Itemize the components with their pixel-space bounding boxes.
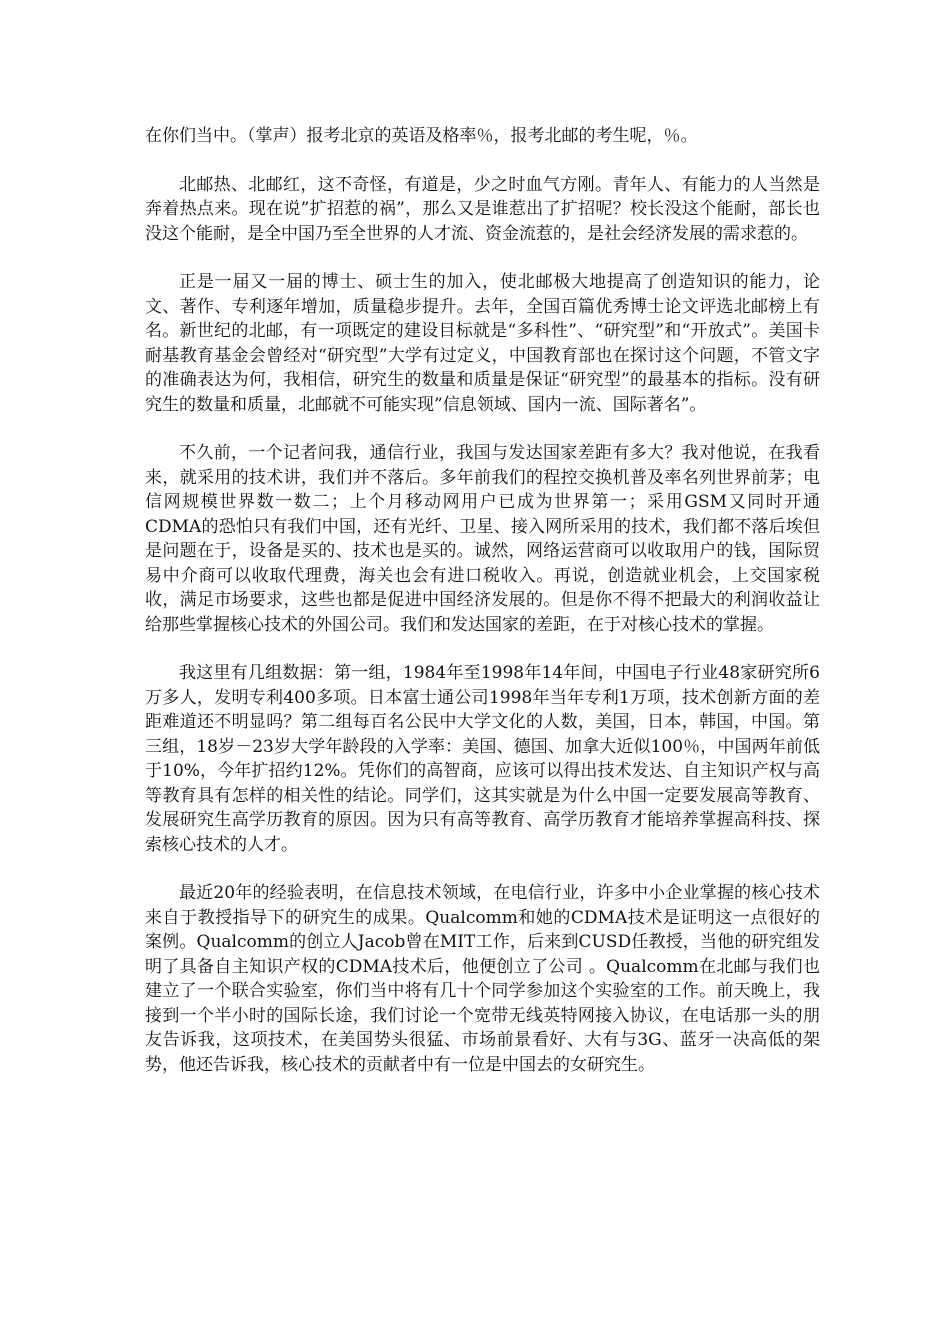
document-body <box>145 124 820 1101</box>
paragraph-2: 北邮热、北邮红，这不奇怪，有道是，少之时血气方刚。青年人、有能力的人当然是奔着热点来。现在说”扩招惹的祸”，那么又是谁惹出了扩招呢？校长没这个能耐，部长也没这个能耐，是全中国乃至全世界的人才流、资金流惹的，是社会经济发展的需求惹的。 <box>145 174 820 244</box>
paragraph-1: 在你们当中。（掌声）报考北京的英语及格率％，报考北邮的考生呢，％。 <box>145 126 698 146</box>
paragraph-5: 我这里有几组数据：第一组，1984年至1998年14年间，中国电子行业48家研究所6万多人，发明专利400多项。日本富士通公司1998年当年专利1万项，技术创新方面的差距难道还不明显吗？第二组每百名公民中大学文化的人数，美国，日本，韩国，中国。第三组，18岁－23岁大学年龄段的入学率：美国、德国、加拿大近似100％，中国两年前低于10%，今年扩招约12%。凭你们的高智商，应该可以得出技术发达、自主知识产权与高等教育具有怎样的相关性的结论。同学们，这其实就是为什么中国一定要发展高等教育、发展研究生高学历教育的原因。因为只有高等教育、高学历教育才能培养掌握高科技、探索核心技术的人才。 <box>145 663 820 855</box>
paragraph-6: 最近20年的经验表明，在信息技术领域，在电信行业，许多中小企业掌握的核心技术来自于教授指导下的研究生的成果。Qualcomm和她的CDMA技术是证明这一点很好的案例。Qualcomm的创立人Jacob曾在MIT工作，后来到CUSD任教授，当他的研究组发明了具备自主知识产权的CDMA技术后，他便创立了公司 。Qualcomm在北邮与我们也建立了一个联合实验室，你们当中将有几十个同学参加这个实验室的工作。前天晚上，我接到一个半小时的国际长途，我们讨论一个宽带无线英特网接入协议，在电话那一头的朋友告诉我，这项技术，在美国势头很猛、市场前景看好、大有与3G、蓝牙一决高低的架势，他还告诉我，核心技术的贡献者中有一位是中国去的女研究生。 <box>145 883 820 1075</box>
paragraph-4: 不久前，一个记者问我，通信行业，我国与发达国家差距有多大？我对他说，在我看来，就采用的技术讲，我们并不落后。多年前我们的程控交换机普及率名列世界前茅；电信网规模世界数一数二；上个月移动网用户已成为世界第一；采用GSM又同时开通CDMA的恐怕只有我们中国，还有光纤、卫星、接入网所采用的技术，我们都不落后埃但是问题在于，设备是买的、技术也是买的。诚然，网络运营商可以收取用户的钱，国际贸易中介商可以收取代理费，海关也会有进口税收入。再说，创造就业机会，上交国家税收，满足市场要求，这些也都是促进中国经济发展的。但是你不得不把最大的利润收益让给那些掌握核心技术的外国公司。我们和发达国家的差距，在于对核心技术的掌握。 <box>145 443 820 635</box>
paragraph-3: 正是一届又一届的博士、硕士生的加入，使北邮极大地提高了创造知识的能力，论文、著作、专利逐年增加，质量稳步提升。去年，全国百篇优秀博士论文评选北邮榜上有名。新世纪的北邮，有一项既定的建设目标就是“多科性”、“研究型”和“开放式”。美国卡耐基教育基金会曾经对“研究型”大学有过定义，中国教育部也在探讨这个问题，不管文字的准确表达为何，我相信，研究生的数量和质量是保证“研究型”的最基本的指标。没有研究生的数量和质量，北邮就不可能实现”信息领域、国内一流、国际著名”。 <box>145 272 820 415</box>
